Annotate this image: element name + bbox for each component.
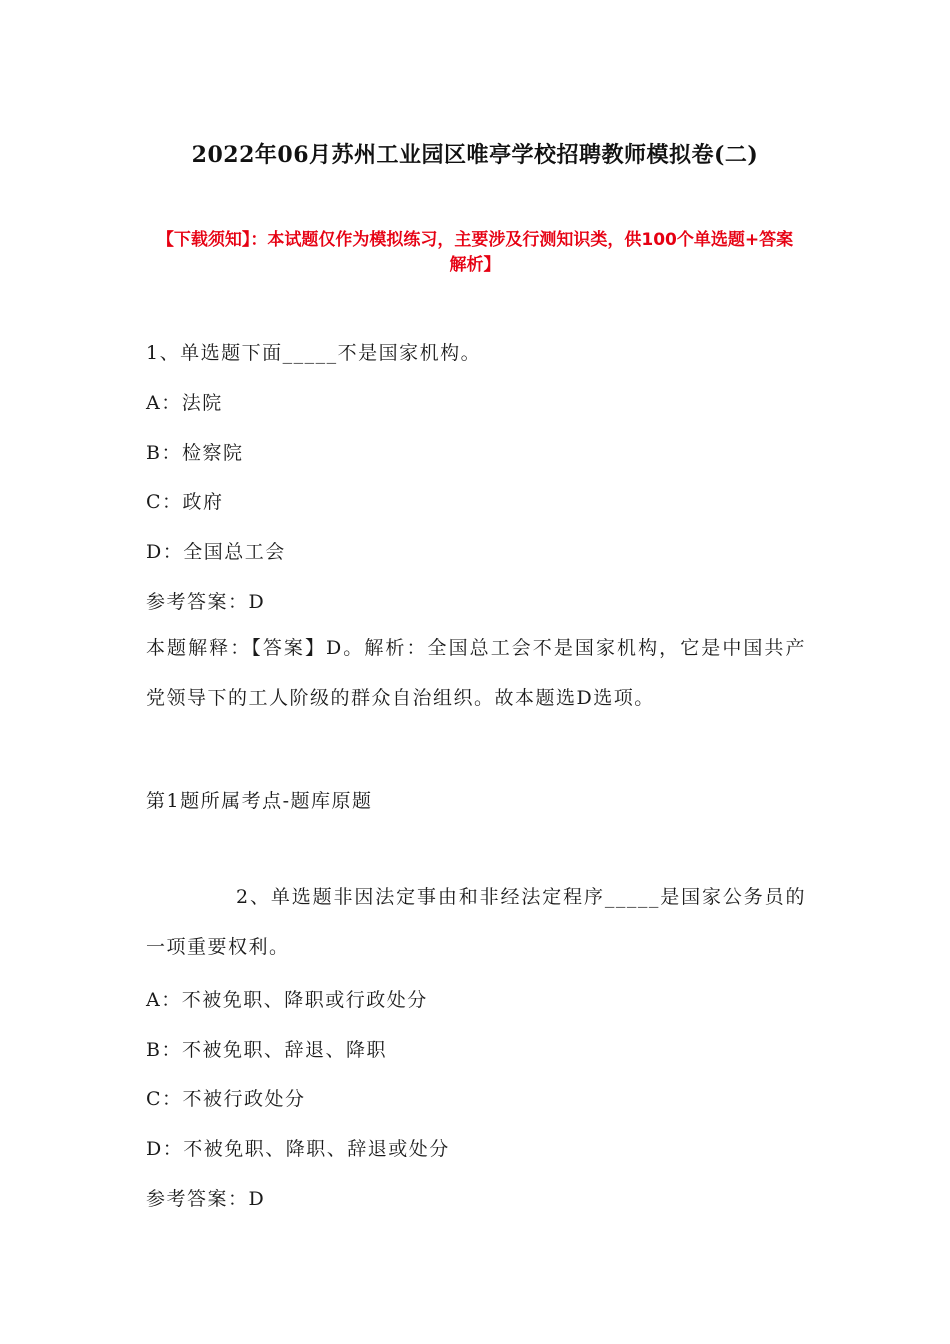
question-2-option-b: B：不被免职、辞退、降职	[146, 1039, 387, 1061]
document-title: 2022年06月苏州工业园区唯亭学校招聘教师模拟卷(二)	[191, 142, 759, 168]
question-2-option-c: C：不被行政处分	[146, 1088, 306, 1110]
question-2-option-a: A：不被免职、降职或行政处分	[146, 989, 428, 1011]
question-1-knowledge-point: 第1题所属考点-题库原题	[146, 790, 373, 812]
question-1-option-a: A：法院	[146, 392, 223, 414]
question-1-option-b: B：检察院	[146, 442, 244, 464]
question-1-option-c: C：政府	[146, 491, 224, 513]
question-2-stem: 2、单选题非因法定事由和非经法定程序_____是国家公务员的一项重要权利。	[146, 886, 806, 958]
question-1-explanation: 本题解释：【答案】D。解析：全国总工会不是国家机构，它是中国共产党领导下的工人阶级的群众自治组织。故本题选D选项。	[146, 637, 806, 709]
question-2-answer: 参考答案：D	[146, 1188, 266, 1210]
question-2-option-d: D：不被免职、降职、辞退或处分	[146, 1138, 450, 1160]
question-1-answer: 参考答案：D	[146, 591, 266, 613]
question-1-stem: 1、单选题下面_____不是国家机构。	[146, 342, 482, 364]
download-notice: 【下载须知】：本试题仅作为模拟练习，主要涉及行测知识类，供100个单选题+答案解析】	[156, 230, 794, 275]
question-1-option-d: D：全国总工会	[146, 541, 286, 563]
